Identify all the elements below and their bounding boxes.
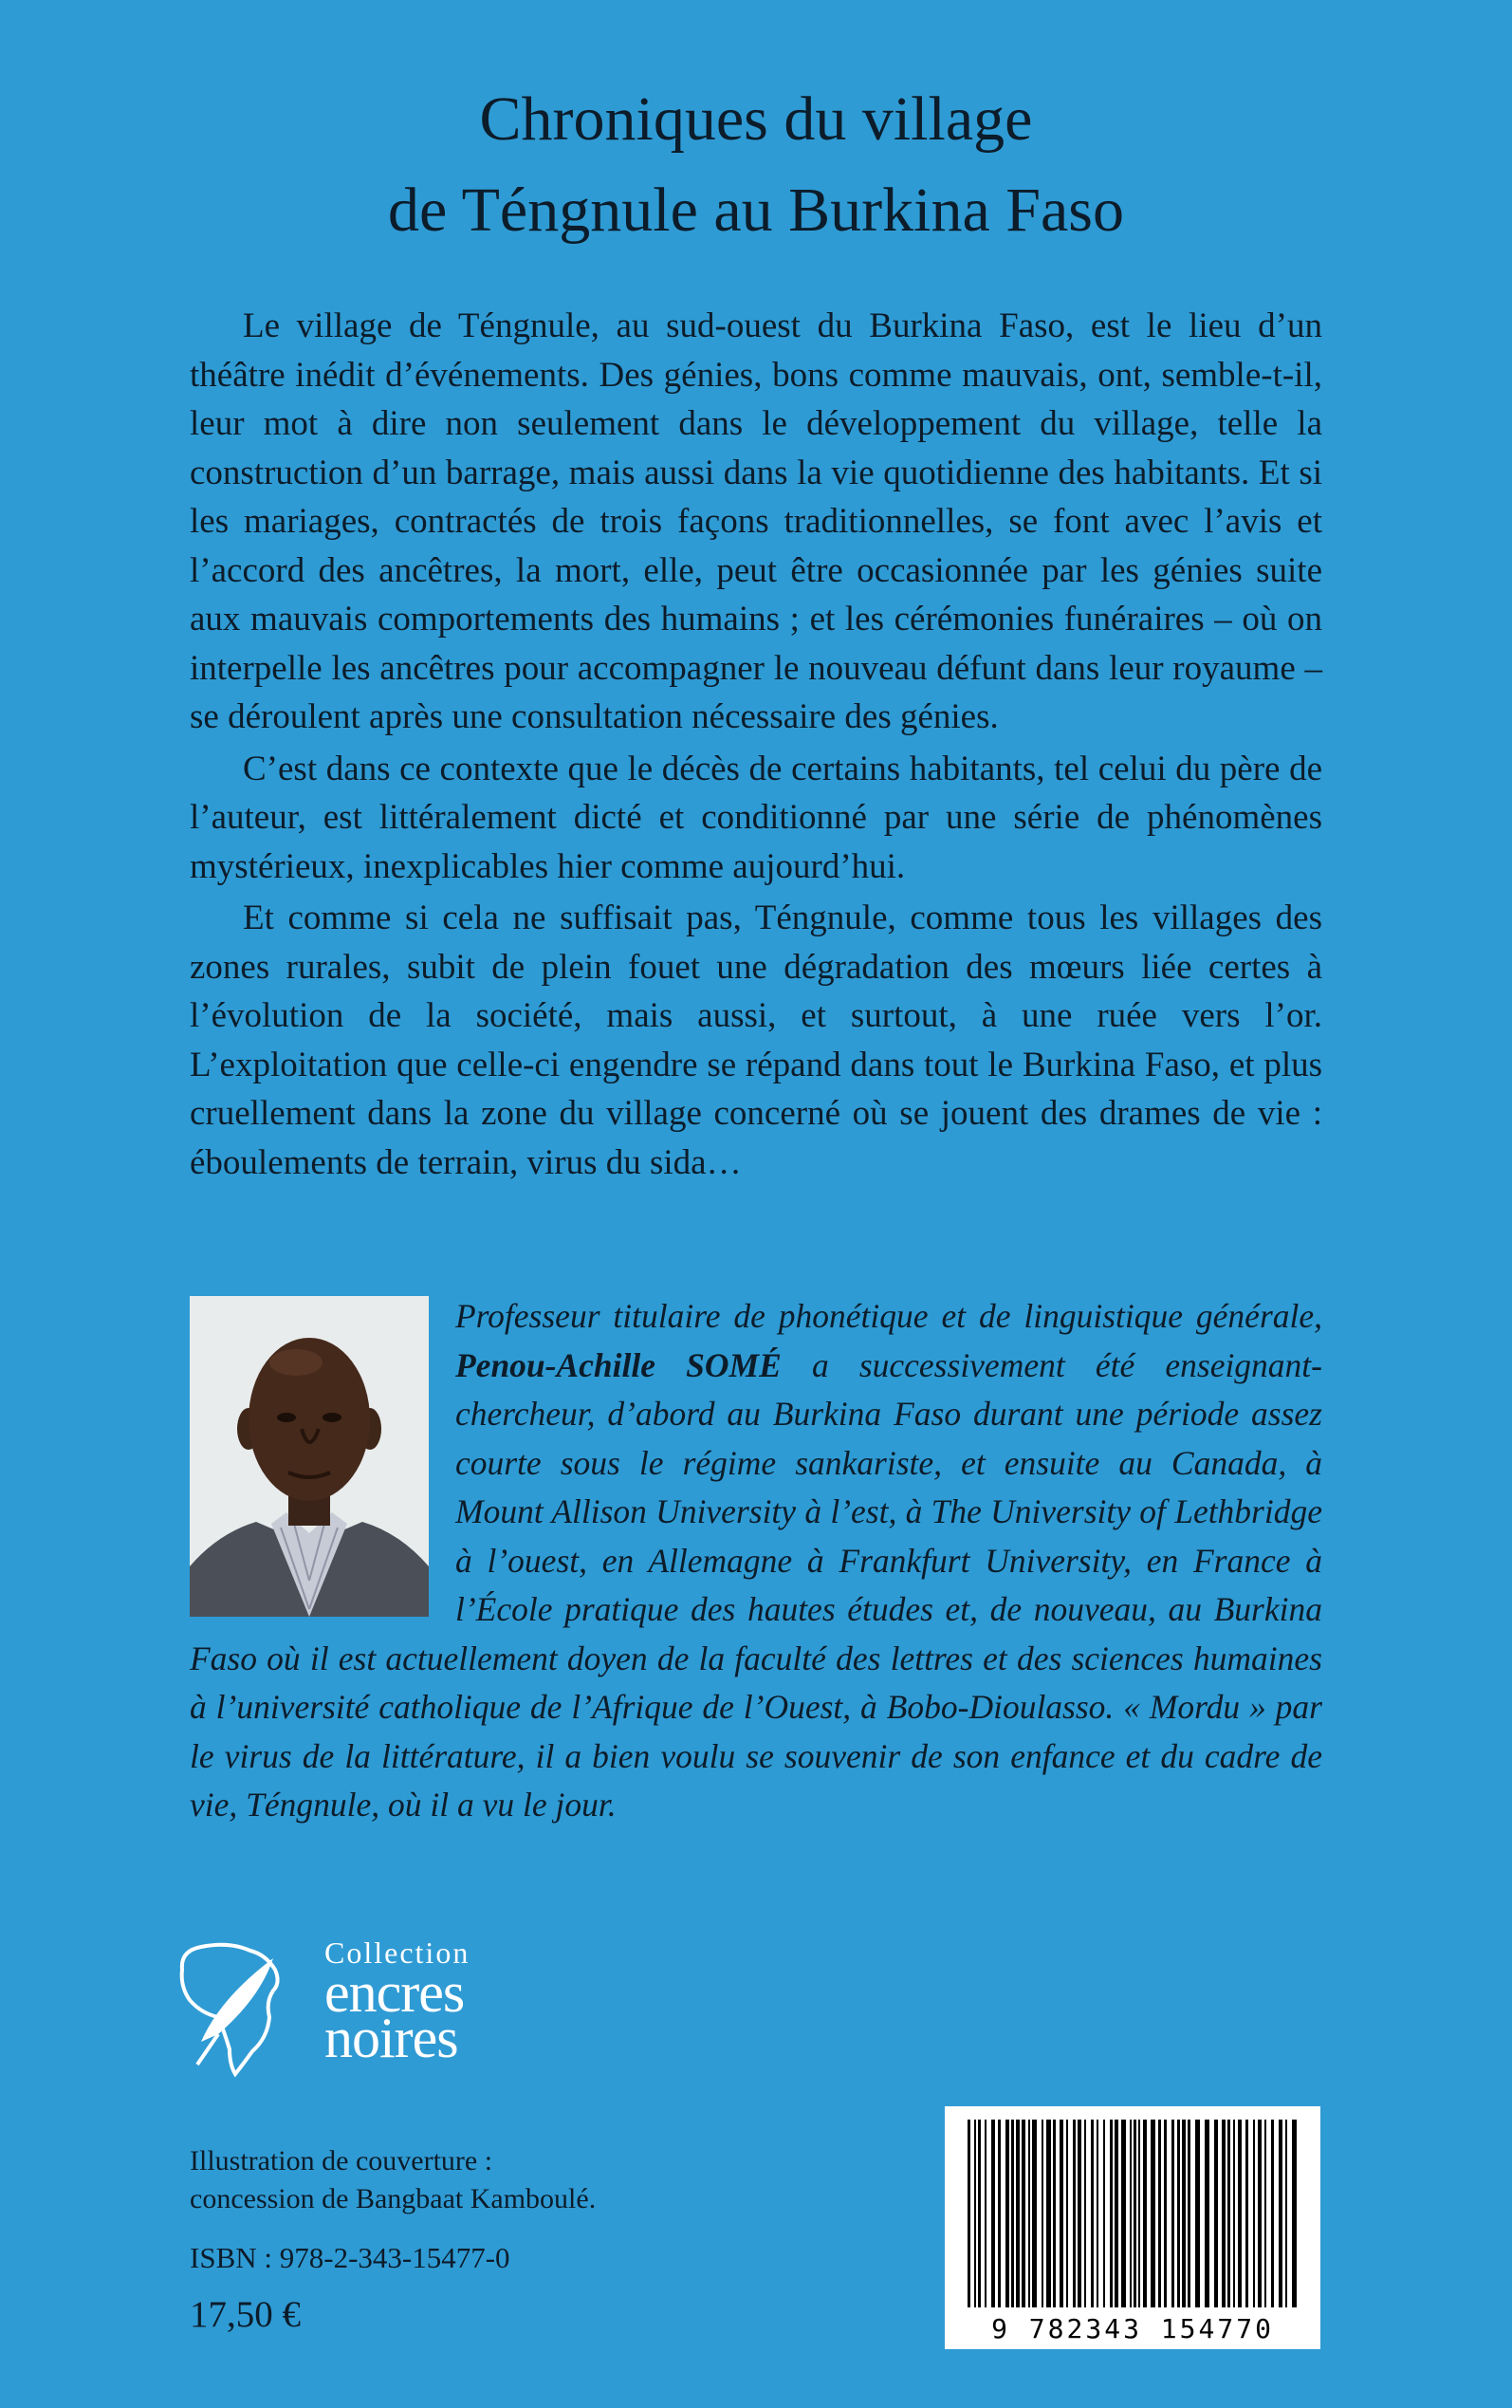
barcode-bar	[1084, 2120, 1086, 2307]
barcode-bar	[1143, 2120, 1147, 2307]
africa-quill-icon	[163, 1932, 324, 2084]
book-title	[0, 74, 1512, 256]
synopsis	[190, 302, 1322, 1190]
barcode-bar	[1066, 2120, 1068, 2307]
barcode-bar	[1046, 2120, 1051, 2307]
author-bio-block	[190, 1292, 1322, 1830]
barcode-bar	[1171, 2120, 1174, 2307]
barcode-bar	[1227, 2120, 1230, 2307]
barcode-bar	[1134, 2120, 1136, 2307]
barcode-bar	[1073, 2120, 1076, 2307]
barcode-bar	[1151, 2120, 1155, 2307]
barcode-number: 9 782343 154770	[991, 2313, 1274, 2344]
synopsis-paragraph-1: Le village de Téngnule, au sud-ouest du Burkina Faso, est le lieu d’un théâtre inédit d’événements. Des génies, bons comme mauvais, ont, semble-t-il, leur mot à dire non seulement dans le développement du village, telle la construction d’un barrage, mais aussi dans la vie quotidienne des habitants. Et si les mariages, contractés de trois façons traditionnelles, se font avec l’avis et l’accord des ancêtres, la mort, elle, peut être occasionnée par les génies suite aux mauvais comportements des humains ; et les cérémonies funéraires – où on interpelle les ancêtres pour accompagner le nouveau défunt dans leur royaume – se déroulent après une consultation nécessaire des génies.	[190, 306, 1322, 736]
author-name: Penou-Achille SOMÉ	[455, 1345, 782, 1384]
barcode-bar	[974, 2120, 976, 2307]
logo-collection-label: Collection	[324, 1936, 470, 1970]
barcode-bar	[1138, 2120, 1140, 2307]
collection-logo	[163, 1932, 505, 2084]
barcode-bar	[1205, 2120, 1209, 2307]
barcode-bar	[1016, 2120, 1020, 2307]
barcode-bar	[1177, 2120, 1180, 2307]
barcode-bar	[1103, 2120, 1105, 2307]
synopsis-paragraph-2: C’est dans ce contexte que le décès de certains habitants, tel celui du père de l’auteur, est littéralement dicté et conditionné par une série de phénomènes mystérieux, inexplicables hier comme aujourd’hui.	[190, 749, 1322, 886]
synopsis-paragraph-3: Et comme si cela ne suffisait pas, Téngnule, comme tous les villages des zones rurales, subit de plein fouet une dégradation des mœurs liée certes à l’évolution de la société, mais aussi, et surtout, à une ruée vers l’or. L’exploitation que celle-ci engendre se répand dans tout le Burkina Faso, et plus cruellement dans la zone du village concerné où se jouent des drames de vie : éboulements de terrain, virus du sida…	[190, 898, 1322, 1182]
barcode-bar	[1078, 2120, 1081, 2307]
barcode-bar	[978, 2120, 981, 2307]
credits-line-2: concession de Bangbaat Kamboulé.	[190, 2183, 597, 2214]
barcode-bar	[1238, 2120, 1242, 2307]
author-portrait-illustration	[190, 1296, 429, 1617]
title-line-2: de Téngnule au Burkina Faso	[388, 176, 1124, 245]
barcode-bar	[1258, 2120, 1262, 2307]
barcode-bar	[1011, 2120, 1014, 2307]
barcode-bars	[945, 2106, 1320, 2349]
barcode-bar	[1292, 2120, 1297, 2307]
author-photo	[190, 1296, 429, 1617]
barcode-bar	[1032, 2120, 1037, 2307]
logo-line-1: encres	[324, 1961, 465, 2024]
barcode-bar	[1053, 2120, 1056, 2307]
barcode-bar	[1164, 2120, 1167, 2307]
barcode-bar	[985, 2120, 986, 2307]
barcode-bar	[1091, 2120, 1094, 2307]
cover-credits	[190, 2142, 596, 2218]
barcode-bar	[1245, 2120, 1248, 2307]
title-line-1: Chroniques du village	[479, 84, 1033, 154]
barcode-bar	[998, 2120, 1001, 2307]
barcode	[945, 2106, 1320, 2349]
barcode-bar	[1005, 2120, 1009, 2307]
barcode-bar	[1042, 2120, 1043, 2307]
price: 17,50 €	[190, 2294, 301, 2335]
barcode-bar	[1022, 2120, 1025, 2307]
bio-intro: Professeur titulaire de phonétique et de linguistique générale,	[455, 1297, 1322, 1335]
barcode-bar	[1222, 2120, 1226, 2307]
barcode-bar	[1028, 2120, 1030, 2307]
barcode-bar	[1188, 2120, 1190, 2307]
barcode-bar	[1279, 2120, 1282, 2307]
isbn: ISBN : 978-2-343-15477-0	[190, 2241, 510, 2274]
barcode-bar	[1060, 2120, 1063, 2307]
bio-text: a successivement été enseignant-chercheur, d’abord au Burkina Faso durant une période assez courte sous le régime sankariste, et ensuite au Canada, à Mount Allison University à l’est, à The University of Lethbridge à l’ouest, en Allemagne à Frankfurt University, en France à l’École pratique des hautes études et, de nouveau, au Burkina Faso où il est actuellement doyen de la faculté des lettres et des sciences humaines à l’université catholique de l’Afrique de l’Ouest, à Bobo-Dioulasso. « Mordu » par le virus de la littérature, il a bien voulu se souvenir de son enfance et du cadre de vie, Téngnule, où il a vu le jour.	[190, 1345, 1322, 1824]
barcode-bar	[1233, 2120, 1235, 2307]
barcode-bar	[1130, 2120, 1132, 2307]
barcode-bar	[1121, 2120, 1126, 2307]
barcode-bar	[1182, 2120, 1186, 2307]
barcode-bar	[968, 2120, 970, 2307]
barcode-bar	[1264, 2120, 1266, 2307]
barcode-bar	[1195, 2120, 1200, 2307]
barcode-bar	[1214, 2120, 1218, 2307]
barcode-bar	[1253, 2120, 1255, 2307]
barcode-bar	[1097, 2120, 1098, 2307]
barcode-bar	[1271, 2120, 1274, 2307]
collection-logo-text	[324, 1936, 470, 2069]
barcode-bar	[1158, 2120, 1161, 2307]
logo-line-2: noires	[324, 2007, 458, 2069]
credits-line-1: Illustration de couverture :	[190, 2145, 493, 2176]
barcode-bar	[1285, 2120, 1287, 2307]
barcode-bar	[1110, 2120, 1113, 2307]
barcode-bar	[991, 2120, 995, 2307]
barcode-bar	[1115, 2120, 1118, 2307]
